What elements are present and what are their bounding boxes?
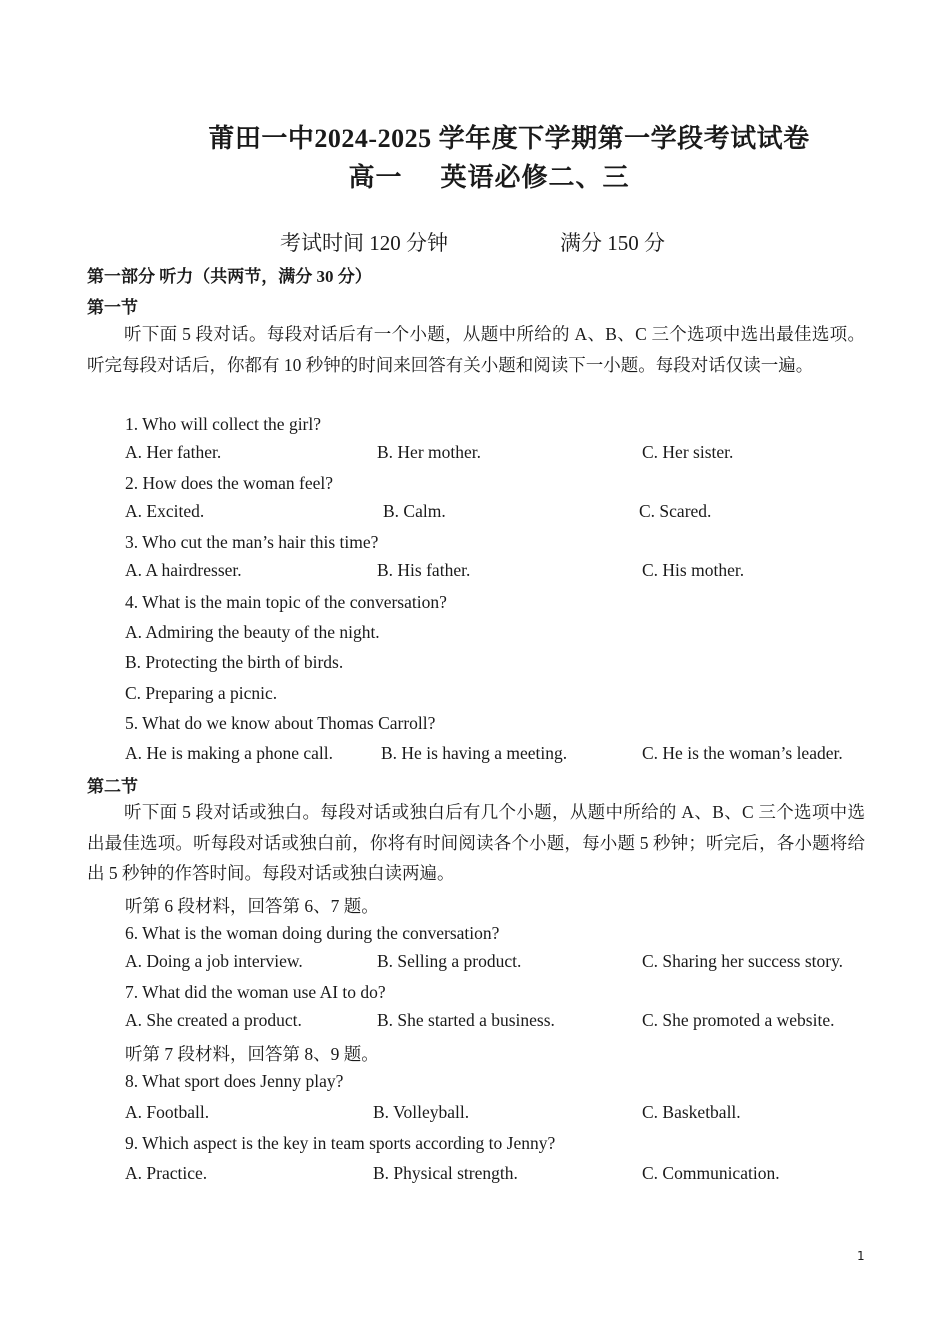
question-2-option-a: A. Excited. [125,501,205,521]
exam-subtitle [0,157,950,194]
question-7-option-a: A. She created a product. [125,1010,302,1030]
question-4-option-b: B. Protecting the birth of birds. [125,652,344,672]
question-9-stem: 9. Which aspect is the key in team sports according to Jenny? [125,1133,556,1153]
subject-label: 英语必修二、三 [440,163,630,192]
question-1-option-c: C. Her sister. [642,442,734,462]
grade-label: 高一 [348,163,403,192]
material-6-note: 听第 6 段材料，回答第 6、7 题。 [125,896,379,916]
question-1-option-a: A. Her father. [125,442,222,462]
material-7-note: 听第 7 段材料，回答第 8、9 题。 [125,1044,379,1064]
question-8-option-a: A. Football. [125,1102,210,1122]
question-3-option-a: A. A hairdresser. [125,560,242,580]
question-2-stem: 2. How does the woman feel? [125,473,333,493]
exam-title: 莆田一中2024-2025 学年度下学期第一学段考试试卷 [208,124,810,153]
question-4-stem: 4. What is the main topic of the conversation? [125,592,447,612]
question-6-option-c: C. Sharing her success story. [642,951,844,971]
question-5-stem: 5. What do we know about Thomas Carroll? [125,713,436,733]
question-9-option-b: B. Physical strength. [373,1163,518,1183]
question-5-option-b: B. He is having a meeting. [381,743,568,763]
question-5-option-a: A. He is making a phone call. [125,743,334,763]
question-4-option-c: C. Preparing a picnic. [125,683,278,703]
question-3-option-c: C. His mother. [642,560,745,580]
question-2-option-b: B. Calm. [383,501,446,521]
question-7-option-b: B. She started a business. [377,1010,555,1030]
question-1-stem: 1. Who will collect the girl? [125,414,322,434]
question-1-option-b: B. Her mother. [377,442,482,462]
question-2-option-c: C. Scared. [639,501,712,521]
part1-heading: 第一部分 听力（共两节，满分 30 分） [87,267,372,286]
question-7-option-c: C. She promoted a website. [642,1010,835,1030]
question-3-stem: 3. Who cut the man’s hair this time? [125,532,379,552]
question-4-option-a: A. Admiring the beauty of the night. [125,622,380,642]
section1-instruction: 听下面 5 段对话。每段对话后有一个小题，从题中所给的 A、B、C 三个选项中选出最佳选项。听完每段对话后，你都有 10 秒钟的时间来回答有关小题和阅读下一小题。每段对话仅读一遍。 [87,324,865,375]
question-6-stem: 6. What is the woman doing during the conversation? [125,923,500,943]
question-8-option-b: B. Volleyball. [373,1102,470,1122]
exam-time: 考试时间 120 分钟 [280,231,448,255]
question-6-option-a: A. Doing a job interview. [125,951,303,971]
question-5-option-c: C. He is the woman’s leader. [642,743,843,763]
section2-heading: 第二节 [87,777,138,796]
question-9-option-c: C. Communication. [642,1163,780,1183]
question-8-stem: 8. What sport does Jenny play? [125,1071,344,1091]
question-7-stem: 7. What did the woman use AI to do? [125,982,386,1002]
question-9-option-a: A. Practice. [125,1163,208,1183]
question-3-option-b: B. His father. [377,560,471,580]
question-8-option-c: C. Basketball. [642,1102,741,1122]
page-number: 1 [857,1249,865,1263]
section1-heading: 第一节 [87,298,138,317]
question-6-option-b: B. Selling a product. [377,951,522,971]
section2-instruction: 听下面 5 段对话或独白。每段对话或独白后有几个小题，从题中所给的 A、B、C 三个选项中选出最佳选项。听每段对话或独白前，你将有时间阅读各个小题，每小题 5 秒钟；听完后，各小题将给出 5 秒钟的作答时间。每段对话或独白读两遍。 [87,802,865,883]
full-score: 满分 150 分 [560,231,665,255]
